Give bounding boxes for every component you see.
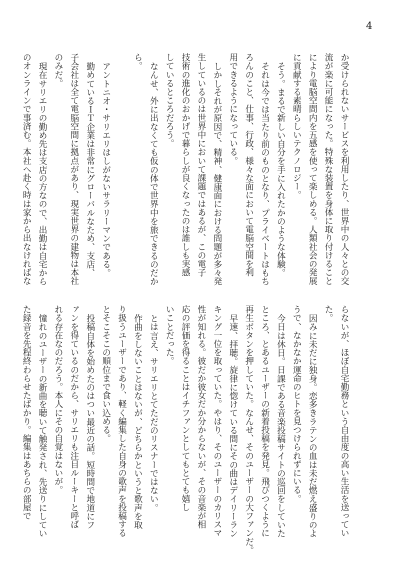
blank-line xyxy=(113,53,129,308)
upper-text-tier xyxy=(17,53,351,308)
text-line: しているところだろう。 xyxy=(164,53,175,148)
text-line: アントニオ・サリエリはしがないサラリーマンである。 xyxy=(100,61,111,277)
text-line: ろんのこと、仕事、行政、様々な面において電脳空間を利 xyxy=(243,53,254,277)
text-line: た。 xyxy=(323,305,334,323)
text-line: り扱うユーザーであり、軽く編集した自身の歌声を投稿する xyxy=(116,305,127,538)
text-line: 憧れのユーザーの新曲を聴いて触発され、先送りにしてい xyxy=(37,313,48,538)
text-line: 作曲をしないことはないが、どちらかというと歌声を取 xyxy=(132,313,143,529)
text-line: 再生ボタンを押していた。なんせ、そのユーザーの大ファンだ。 xyxy=(243,305,254,555)
text-line: そう。まるで新しい自分を手に入れたかのような体験。 xyxy=(275,61,286,277)
text-line: いことだった。 xyxy=(164,305,175,366)
lower-text-tier xyxy=(17,305,351,560)
text-line: なんせ、外に出なくても仮の体で世界中を旅できるのだか xyxy=(148,61,159,286)
text-line: ところ、とあるユーザーの新着投稿を発見。飛びつくように xyxy=(259,305,270,538)
text-line: により電脳空間内を五感を使って楽しめる。人類社会の発展 xyxy=(307,53,318,286)
text-line: か受けられないサービスを利用したり、世界中の人々との交 xyxy=(339,53,349,286)
text-line: とそこそこの順位まで食い込める。 xyxy=(100,305,111,443)
text-line: 現在サリエリの勤め先は支店の方なので、出勤は自宅から xyxy=(37,61,48,286)
text-line: のみだ。 xyxy=(52,53,63,88)
text-line: 子会社は全て電脳空間に拠点があり、現実世界の建物は本社 xyxy=(68,53,79,286)
text-line: それは今では当たり前のものとなり、プライベートはもち xyxy=(259,61,270,286)
page-number: 4 xyxy=(366,21,373,32)
text-line: ら。 xyxy=(132,53,143,71)
text-line: ァンを得ているのだから、サリエリも注目ルーキーと呼ば xyxy=(68,305,79,529)
text-line: 因みに未だに独身。恋多きラテンの血は未だ燃え盛りのよ xyxy=(307,313,318,538)
text-line: 性が知れる。彼だか彼女だか分からないが、その音楽が相 xyxy=(195,305,206,529)
text-line: 技術の進化のおかげで暮らしが良くなったのは誰しも実感 xyxy=(180,53,191,277)
text-line: のオンラインで事済む。本社へ赴く時は家から出なければな xyxy=(21,53,32,286)
text-line: 生しているのは世界中において課題ではあるが、この電子 xyxy=(195,53,206,277)
text-line: 流が楽に可能になった。特殊な装置を身体に取り付けること xyxy=(323,53,334,286)
text-line: とは言え、サリエリとてただのリスナーではない。 xyxy=(148,313,159,512)
text-line: た録音を先程終わらせたばかり。編集はあちらの部屋で xyxy=(21,305,32,520)
text-line: 応の評価を得ることはイチファンとしてもとても嬉し xyxy=(180,305,191,512)
text-line: 投稿自体を始めたのはつい最近の話。短時間で地道にフ xyxy=(84,313,95,529)
text-line: しかしそれが原因で、精神、健康面における問題が多々発 xyxy=(211,61,222,286)
text-line: キング一位を取っていた。やはり、そのユーザーのカリスマ xyxy=(211,305,222,538)
text-line: 勤めているＩＴ企業は非常にグローバルなため、支店、 xyxy=(84,61,95,277)
text-line: に貢献する素晴らしいテクノロジー。 xyxy=(291,53,302,200)
text-line: 今日は休日。日課である音楽投稿サイトの巡回をしていた xyxy=(275,313,286,538)
text-line: れる存在なのだろう。本人にその自覚はないが。 xyxy=(52,305,63,495)
text-line: 早速、拝聴。旋律に惚けている間にその曲はデイリーラン xyxy=(227,313,238,538)
text-line: うで、なかなか運命のヒトを見つけられずにいる。 xyxy=(291,305,302,503)
text-line: 用できるようになっている。 xyxy=(227,53,238,165)
text-line: らないが、ほぼ自宅勤務という自由度の高い生活を送ってい xyxy=(339,305,349,538)
